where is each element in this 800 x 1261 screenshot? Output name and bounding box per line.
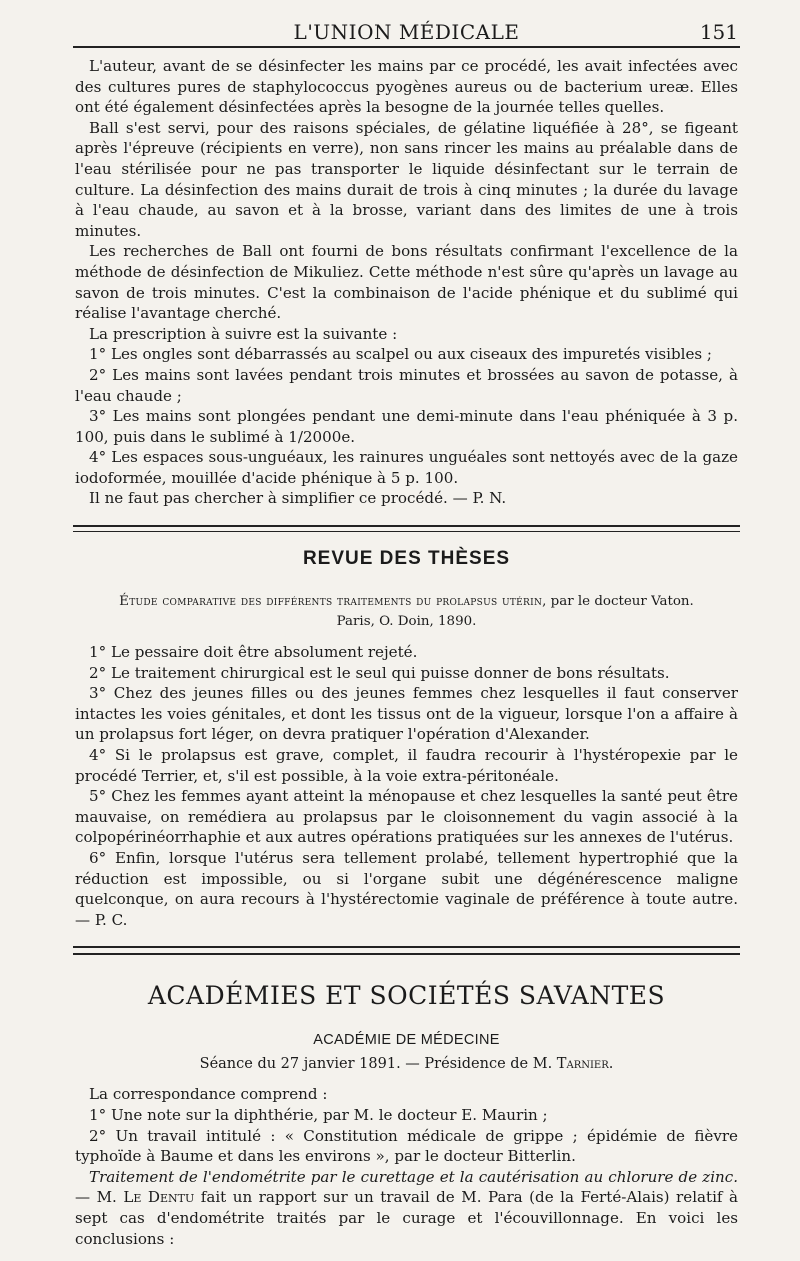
thesis-publisher: Paris, O. Doin, 1890. [336,614,477,630]
list-item: 2° Le traitement chirurgical est le seul qui puisse donner de bons résultats. [89,663,670,682]
article-continuation [75,56,738,509]
session-president: Tarnier. [556,1056,614,1073]
reporter-name: Le Dentu [123,1188,195,1207]
list-item: 2° Les mains sont lavées pendant trois minutes et brossées au savon de potasse, à l'eau chaude ; [75,365,738,405]
list-item: 4° Les espaces sous-unguéaux, les rainures unguéales sont nettoyés avec de la gaze iodoformée, mouillée d'acide phénique à 5 p. 100. [75,448,738,487]
session-report [75,1084,738,1249]
paragraph: L'auteur, avant de se désinfecter les mains par ce procédé, les avait infectées avec des cultures pures de staphylococcus pyogènes aureus ou de bacterium ureæ. Elles ont été également désinfectées après la besogne de la journée telles quelles. [75,57,738,117]
list-item: 3° Chez des jeunes filles ou des jeunes femmes chez lesquelles il faut conserver intactes les voies génitales, et dont les tissus ont de la vigueur, lorsque l'on a affaire à un prolapsus fort léger, on devra pratiquer l'opération d'Alexander. [75,684,738,744]
report-text: fait un rapport sur un travail de M. Para (de la Ferté-Alais) relatif à sept cas d'endométrite traités par le curage et l'écouvillonnage. En voici les conclusions : [75,1188,738,1248]
paragraph: Les recherches de Ball ont fourni de bons résultats confirmant l'excellence de la méthode de désinfection de Mikuliez. Cette méthode n'est sûre qu'après un lavage au savon de trois minutes. C'est la combinaison de l'acide phénique et du sublimé qui réalise l'avantage cherché. [75,242,738,323]
running-header [73,18,740,48]
section-title: REVUE DES THÈSES [302,548,511,570]
paragraph: La prescription à suivre est la suivante : [89,324,398,343]
paragraph: Il ne faut pas chercher à simplifier ce procédé. — P. N. [89,489,507,508]
thesis-reference [75,592,738,632]
section-title: ACADÉMIES ET SOCIÉTÉS SAVANTES [147,981,666,1011]
thesis-conclusions [75,642,738,930]
list-item: 4° Si le prolapsus est grave, complet, il faudra recourir à l'hystéropexie par le procédé Terrier, et, s'il est possible, à la voie extra-péritonéale. [75,746,738,785]
list-item: 6° Enfin, lorsque l'utérus sera tellement prolabé, tellement hypertrophié que la réduction est impossible, ou si l'organe subit une dégénérescence maligne quelconque, on aura recours à l'hystérectomie vaginale de préférence à toute autre. — P. C. [75,849,738,929]
list-item: 5° Chez les femmes ayant atteint la ménopause et chez lesquelles la santé peut être mauvaise, on remédiera au prolapsus par le cloisonnement du vagin associé à la colpopérinéorrhaphie et aux autres opérations pratiquées sur les annexes de l'utérus. [75,787,738,847]
paragraph: La correspondance comprend : [89,1085,328,1104]
session-line [75,1056,738,1072]
paragraph: Ball s'est servi, pour des raisons spéciales, de gélatine liquéfiée à 28°, se figeant après l'épreuve (récipients en verre), non sans rincer les mains au préalable dans de l'eau stérilisée pour ne pas transporter le liquide désinfectant sur le terrain de culture. La désinfection des mains durait de trois à cinq minutes ; la durée du lavage à l'eau chaude, au savon et à la brosse, variant dans des limites de une à trois minutes. [75,118,738,240]
list-item: 1° Une note sur la diphthérie, par M. le docteur E. Maurin ; [89,1105,548,1124]
list-item: 2° Un travail intitulé : « Constitution médicale de grippe ; épidémie de fièvre typhoïde à Baume et dans les environs », par le docteur Bitterlin. [75,1126,738,1166]
page-number: 151 [699,20,738,44]
dash: — M. [75,1188,124,1207]
list-item: 3° Les mains sont plongées pendant une demi-minute dans l'eau phéniquée à 3 p. 100, puis dans le sublimé à 1/2000e. [75,407,738,446]
journal-title: L'UNION MÉDICALE [293,20,520,44]
session-date: Séance du 27 janvier 1891. — Présidence de M. [199,1056,557,1073]
list-item: 1° Le pessaire doit être absolument rejeté. [89,643,418,662]
thesis-author: , par le docteur Vaton. [542,594,694,610]
report-title: Traitement de l'endométrite par le curettage et la cautérisation au chlorure de zinc. [89,1167,738,1186]
paragraph [75,1167,738,1249]
section-divider [73,946,740,955]
list-item: 1° Les ongles sont débarrassés au scalpel ou aux ciseaux des impuretés visibles ; [89,345,713,364]
academy-name: ACADÉMIE DE MÉDECINE [313,1032,500,1049]
section-divider [73,525,740,532]
thesis-title: Étude comparative des différents traitements du prolapsus utérin [119,594,543,610]
